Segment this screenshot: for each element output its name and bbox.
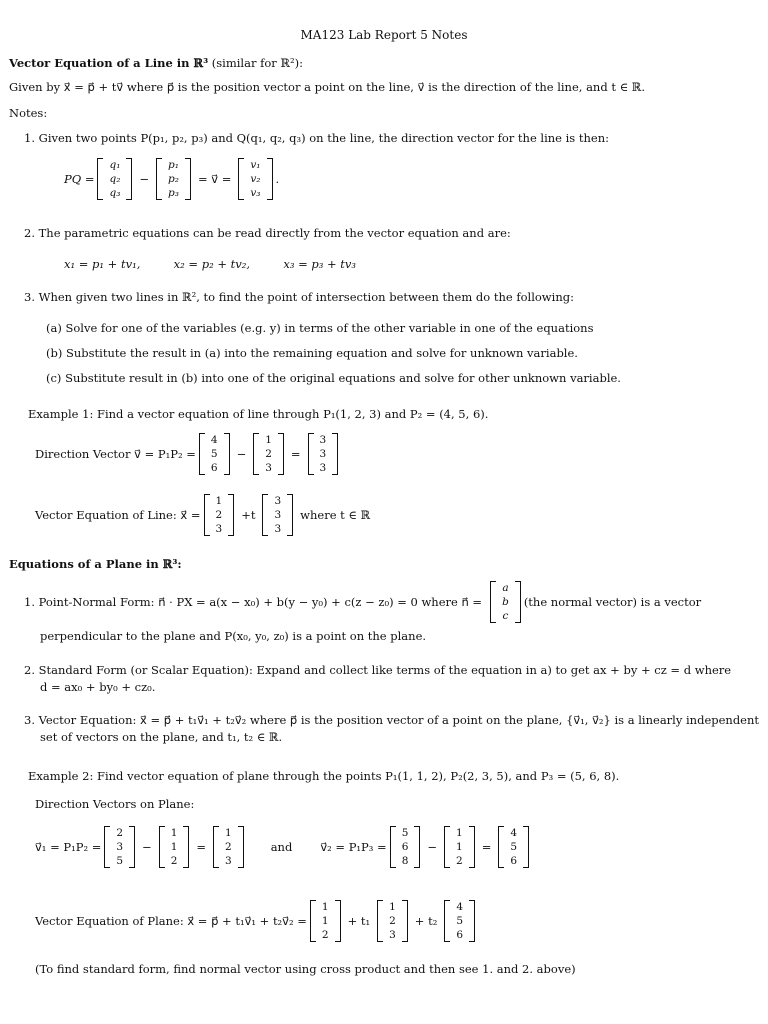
- matrix-entry: 1: [225, 827, 232, 839]
- matrix-entry: 3: [225, 855, 232, 867]
- example-2: Example 2: Find vector equation of plane through the points P₁(1, 1, 2), P₂(2, 3, 5), and P₃ = (5, 6, 8).: [28, 769, 620, 783]
- note-1: 1. Given two points P(p₁, p₂, p₃) and Q(q₁, q₂, q₃) on the line, the direction vector for the line is then:: [24, 131, 609, 145]
- matrix-entry: 3: [274, 509, 282, 521]
- pq-equation: [64, 158, 279, 200]
- matrix: [308, 433, 339, 475]
- note-3c: (c) Substitute result in (b) into one of the original equations and solve for other unknown variable.: [46, 371, 621, 385]
- matrix-entry: 6: [401, 841, 409, 853]
- matrix-v: [238, 158, 272, 200]
- plane-2a: 2. Standard Form (or Scalar Equation): Expand and collect like terms of the equation in a) to get ax + by + cz = d where: [24, 663, 732, 677]
- and-word: and: [270, 840, 293, 854]
- ex2-v2-label: v⃗₂ = P₁P₃ =: [320, 840, 387, 854]
- matrix: [444, 826, 475, 868]
- matrix-entry: p₂: [168, 173, 179, 185]
- matrix-entry: v₁: [250, 159, 261, 171]
- matrix-entry: 4: [210, 434, 218, 446]
- parametric-equations: [64, 257, 356, 271]
- ex1-where: where t ∈ ℝ: [300, 508, 371, 522]
- matrix-entry: p₃: [168, 187, 179, 199]
- matrix-entry: v₂: [250, 173, 261, 185]
- matrix-entry: 5: [116, 855, 124, 867]
- matrix: [444, 900, 475, 942]
- matrix-entry: 2: [225, 841, 232, 853]
- matrix-entry: 3: [319, 434, 327, 446]
- minus-sign: −: [236, 447, 247, 461]
- page-title: MA123 Lab Report 5 Notes: [300, 28, 468, 42]
- line-given-by: Given by x⃗ = p⃗ + tv⃗ where p⃗ is the position vector a point on the line, v⃗ is the direction of the line, and t ∈ ℝ.: [9, 80, 646, 94]
- matrix-entry: q₁: [109, 159, 121, 171]
- matrix-entry: b: [502, 596, 509, 608]
- ex2-note: (To find standard form, find normal vector using cross product and then see 1. and 2. above): [35, 962, 576, 976]
- ex2-v1-label: v⃗₁ = P₁P₂ =: [35, 840, 102, 854]
- ex1-line-row: [35, 494, 374, 536]
- plus-t1: + t₁: [347, 914, 371, 928]
- plane-point-normal-row: [24, 581, 701, 623]
- ex2-plane-row: [35, 900, 478, 942]
- matrix-entry: 6: [456, 929, 464, 941]
- ex2-plane-label: Vector Equation of Plane: x⃗ = p⃗ + t₁v⃗₁ + t₂v⃗₂ =: [35, 914, 307, 928]
- matrix-q: [97, 158, 132, 200]
- matrix-entry: 3: [274, 495, 282, 507]
- matrix-entry: 2: [170, 855, 178, 867]
- plane-1-cont: perpendicular to the plane and P(x₀, y₀, z₀) is a point on the plane.: [40, 629, 427, 643]
- matrix: [390, 826, 421, 868]
- matrix: [104, 826, 135, 868]
- matrix-entry: q₂: [109, 173, 121, 185]
- matrix-entry: 4: [510, 827, 518, 839]
- matrix-entry: 6: [210, 462, 218, 474]
- matrix-entry: 5: [210, 448, 218, 460]
- matrix-normal: [490, 581, 521, 623]
- matrix: [377, 900, 408, 942]
- matrix-entry: 3: [319, 462, 327, 474]
- matrix-entry: 2: [265, 448, 272, 460]
- param-eq-3: x₃ = p₃ + tv₃: [283, 257, 357, 271]
- pq-lhs: PQ =: [64, 172, 95, 186]
- minus-sign: −: [427, 840, 438, 854]
- matrix: [199, 433, 230, 475]
- matrix-entry: v₃: [250, 187, 261, 199]
- matrix: [204, 494, 235, 536]
- ex2-direction-label: Direction Vectors on Plane:: [35, 797, 195, 811]
- matrix: [253, 433, 284, 475]
- note-3a: (a) Solve for one of the variables (e.g. y) in terms of the other variable in one of the equations: [46, 321, 594, 335]
- plane-2b: d = ax₀ + by₀ + cz₀.: [40, 680, 156, 694]
- matrix-entry: 1: [170, 841, 178, 853]
- matrix-entry: 3: [265, 462, 272, 474]
- param-eq-1: x₁ = p₁ + tv₁,: [64, 257, 141, 271]
- plane-3a: 3. Vector Equation: x⃗ = p⃗ + t₁v⃗₁ + t₂v⃗₂ where p⃗ is the position vector of a point on the plane, {v⃗₁, v⃗₂} is a linearly independent: [24, 713, 760, 727]
- plane-heading: Equations of a Plane in ℝ³:: [9, 557, 182, 571]
- matrix-entry: 2: [389, 915, 396, 927]
- matrix-entry: a: [502, 582, 509, 594]
- minus-sign: −: [142, 840, 152, 854]
- ex1-line-label: Vector Equation of Line: x⃗ =: [35, 508, 201, 522]
- line-heading: [9, 56, 303, 70]
- param-eq-2: x₂ = p₂ + tv₂,: [173, 257, 251, 271]
- matrix-entry: 5: [456, 915, 464, 927]
- equals-sign: =: [481, 840, 492, 854]
- note-3: 3. When given two lines in ℝ², to find the point of intersection between them do the following:: [24, 290, 574, 304]
- matrix: [213, 826, 244, 868]
- plus-t2: + t₂: [414, 914, 438, 928]
- matrix-entry: 3: [389, 929, 396, 941]
- equals-sign: =: [290, 447, 301, 461]
- matrix-entry: 1: [170, 827, 178, 839]
- plane-1-text: 1. Point-Normal Form: n⃗ · PX = a(x − x₀) + b(y − y₀) + c(z − z₀) = 0 where n⃗ =: [24, 595, 483, 609]
- matrix-entry: 3: [274, 523, 282, 535]
- matrix-p: [156, 158, 191, 200]
- ex1-direction-row: [35, 433, 341, 475]
- plus-t: +t: [241, 508, 256, 522]
- plane-1-tail: (the normal vector) is a vector: [523, 595, 702, 609]
- line-heading-note: (similar for ℝ²):: [211, 56, 303, 70]
- notes-label: Notes:: [9, 106, 48, 120]
- matrix-entry: 5: [510, 841, 518, 853]
- line-heading-text: Vector Equation of a Line in ℝ³: [9, 56, 209, 70]
- matrix: [310, 900, 341, 942]
- matrix-entry: 1: [456, 827, 463, 839]
- matrix-entry: 2: [456, 855, 463, 867]
- matrix-entry: c: [502, 610, 509, 622]
- ex1-direction-label: Direction Vector v⃗ = P₁P₂ =: [35, 447, 196, 461]
- equals-sign: =: [196, 840, 207, 854]
- matrix-entry: 6: [510, 855, 518, 867]
- matrix-entry: 3: [319, 448, 327, 460]
- matrix-entry: 3: [116, 841, 124, 853]
- note-2: 2. The parametric equations can be read directly from the vector equation and are:: [24, 226, 511, 240]
- matrix-entry: 1: [321, 901, 329, 913]
- ex2-direction-row: [35, 826, 532, 868]
- matrix: [159, 826, 190, 868]
- matrix-entry: 3: [215, 523, 223, 535]
- matrix-entry: q₃: [109, 187, 121, 199]
- matrix-entry: 2: [321, 929, 329, 941]
- matrix-entry: 1: [215, 495, 223, 507]
- matrix-entry: 2: [215, 509, 223, 521]
- period: .: [275, 172, 280, 186]
- matrix: [262, 494, 293, 536]
- note-3b: (b) Substitute the result in (a) into the remaining equation and solve for unknown variable.: [46, 346, 578, 360]
- plane-3b: set of vectors on the plane, and t₁, t₂ ∈ ℝ.: [40, 730, 283, 744]
- matrix-entry: 1: [265, 434, 272, 446]
- matrix-entry: 1: [321, 915, 329, 927]
- minus-sign: −: [139, 172, 150, 186]
- eq-v-label: = v⃗ =: [197, 172, 232, 186]
- matrix: [498, 826, 529, 868]
- matrix-entry: 1: [389, 901, 396, 913]
- matrix-entry: 2: [116, 827, 124, 839]
- matrix-entry: 5: [401, 827, 409, 839]
- matrix-entry: p₁: [168, 159, 179, 171]
- matrix-entry: 8: [401, 855, 409, 867]
- matrix-entry: 4: [456, 901, 464, 913]
- example-1: Example 1: Find a vector equation of line through P₁(1, 2, 3) and P₂ = (4, 5, 6).: [28, 407, 489, 421]
- matrix-entry: 1: [456, 841, 463, 853]
